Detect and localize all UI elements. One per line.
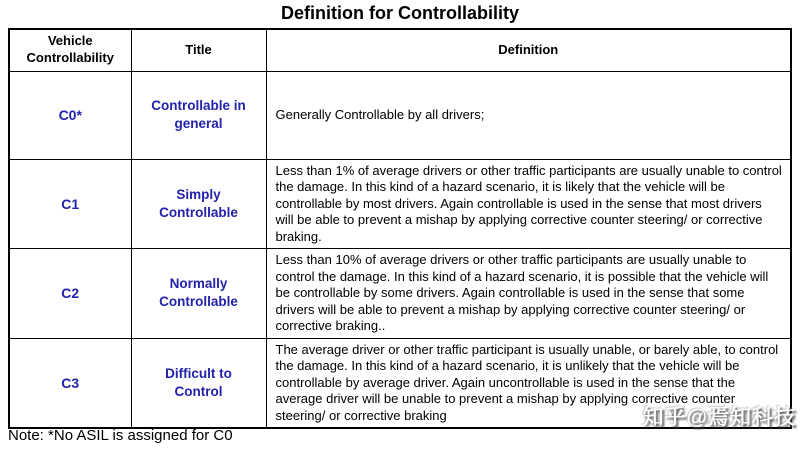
definition-cell-c0: Generally Controllable by all drivers; (266, 71, 791, 159)
level-cell-c0: C0* (9, 71, 131, 159)
title-cell-c0: Controllable in general (131, 71, 266, 159)
title-cell-c1: Simply Controllable (131, 159, 266, 249)
definition-cell-c2: Less than 10% of average drivers or other traffic participants are usually unable to control the damage. In this kind of a hazard scenario, it is possible that the vehicle will be controllable by some drivers. Again controllable is used in the sense that some drivers will be able to prevent a mishap by applying corrective counter steering/ or corrective braking.. (266, 249, 791, 339)
level-cell-c1: C1 (9, 159, 131, 249)
level-cell-c3: C3 (9, 338, 131, 428)
definition-cell-c1: Less than 1% of average drivers or other traffic participants are usually unable to control the damage. In this kind of a hazard scenario, it is likely that the vehicle will be controllable by most drivers. Again controllable is used in the sense that most drivers will be able to prevent a mishap by applying corrective counter steering/ or corrective braking. (266, 159, 791, 249)
title-cell-c3: Difficult to Control (131, 338, 266, 428)
header-definition: Definition (266, 29, 791, 71)
header-vehicle-controllability: Vehicle Controllability (9, 29, 131, 71)
table-header-row (9, 29, 791, 71)
page-title: Definition for Controllability (281, 3, 519, 23)
table-row-c2 (9, 249, 791, 339)
header-title: Title (131, 29, 266, 71)
table-row-c1 (9, 159, 791, 249)
definition-cell-c3: The average driver or other traffic participant is usually unable, or barely able, to control the damage. In this kind of a hazard scenario, it is unlikely that the vehicle will be controllable by average driver. Again uncontrollable is used in the sense that the average driver will be unable to prevent a mishap by applying corrective counter steering/ or corrective braking (266, 338, 791, 428)
watermark: 知乎@焉知科技 (642, 406, 796, 429)
controllability-table (8, 28, 792, 429)
table-row-c0 (9, 71, 791, 159)
footnote: Note: *No ASIL is assigned for C0 (8, 427, 233, 444)
level-cell-c2: C2 (9, 249, 131, 339)
title-cell-c2: Normally Controllable (131, 249, 266, 339)
